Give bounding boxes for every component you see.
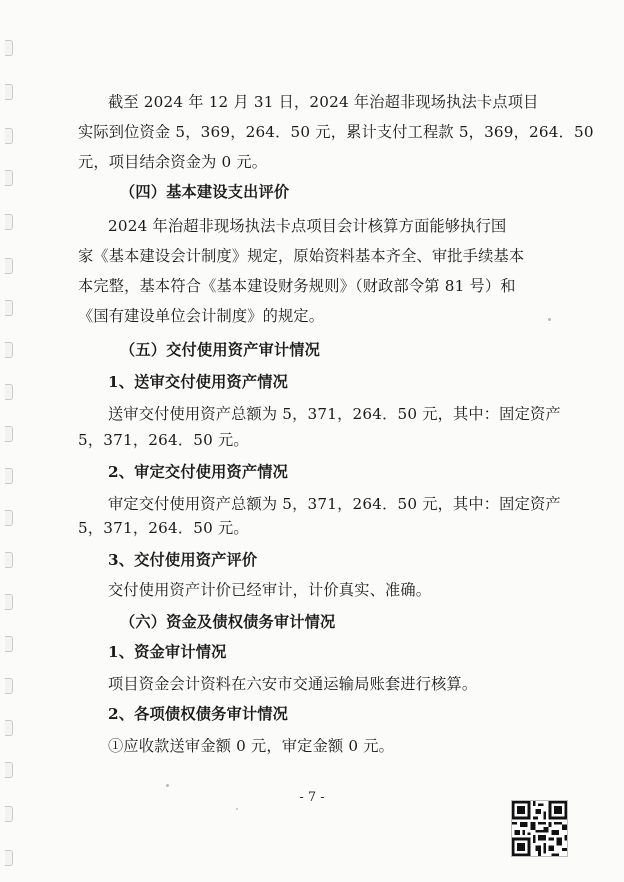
binding-hole (5, 128, 13, 144)
speck (166, 784, 169, 787)
binding-hole (5, 850, 13, 866)
binding-hole (5, 510, 13, 526)
binding-hole (5, 170, 13, 186)
section-heading-4: （四）基本建设支出评价 (120, 183, 290, 201)
paragraph-line: 截至 2024 年 12 月 31 日，2024 年治超非现场执法卡点项目 (108, 93, 539, 111)
paragraph-line: 项目资金会计资料在六安市交通运输局账套进行核算。 (108, 675, 478, 693)
binding-hole (5, 84, 13, 100)
page-number: - 7 - (299, 790, 325, 805)
binding-hole (5, 40, 13, 56)
speck (236, 808, 238, 810)
paragraph-line: 送审交付使用资产总额为 5，371，264．50 元，其中：固定资产 (108, 405, 561, 423)
qr-code-icon (511, 800, 568, 857)
paragraph-line: 本完整，基本符合《基本建设财务规则》（财政部令第 81 号）和 (78, 277, 516, 295)
paragraph-line: 5，371，264．50 元。 (78, 431, 249, 449)
subsection-title: 2、审定交付使用资产情况 (108, 463, 289, 481)
subsection-title: 2、各项债权债务审计情况 (108, 705, 289, 723)
section-heading-6: （六）资金及债权债务审计情况 (120, 613, 336, 631)
binding-holes (0, 0, 20, 882)
paragraph-line: 元，项目结余资金为 0 元。 (78, 153, 268, 171)
subsection-title: 1、资金审计情况 (108, 643, 227, 661)
subsection-title: 3、交付使用资产评价 (108, 551, 258, 569)
paragraph-line: 实际到位资金 5，369，264．50 元，累计支付工程款 5，369，264．50 (78, 123, 594, 141)
paragraph-line: 交付使用资产计价已经审计，计价真实、准确。 (108, 581, 432, 599)
paragraph-line: 2024 年治超非现场执法卡点项目会计核算方面能够执行国 (108, 217, 507, 235)
paragraph-line: 《国有建设单位会计制度》的规定。 (78, 307, 325, 325)
speck (548, 318, 551, 321)
binding-hole (5, 636, 13, 652)
binding-hole (5, 426, 13, 442)
paragraph-line: ①应收款送审金额 0 元，审定金额 0 元。 (108, 737, 395, 755)
binding-hole (5, 258, 13, 274)
binding-hole (5, 468, 13, 484)
paragraph-line: 5，371，264．50 元。 (78, 519, 249, 537)
binding-hole (5, 214, 13, 230)
paragraph-line: 家《基本建设会计制度》规定，原始资料基本齐全、审批手续基本 (78, 247, 525, 265)
binding-hole (5, 762, 13, 778)
section-heading-5: （五）交付使用资产审计情况 (120, 341, 321, 359)
paragraph-line: 审定交付使用资产总额为 5，371，264．50 元，其中：固定资产 (108, 495, 561, 513)
binding-hole (5, 720, 13, 736)
binding-hole (5, 806, 13, 822)
binding-hole (5, 594, 13, 610)
binding-hole (5, 300, 13, 316)
binding-hole (5, 342, 13, 358)
subsection-title: 1、送审交付使用资产情况 (108, 373, 289, 391)
binding-hole (5, 552, 13, 568)
binding-hole (5, 384, 13, 400)
binding-hole (5, 678, 13, 694)
